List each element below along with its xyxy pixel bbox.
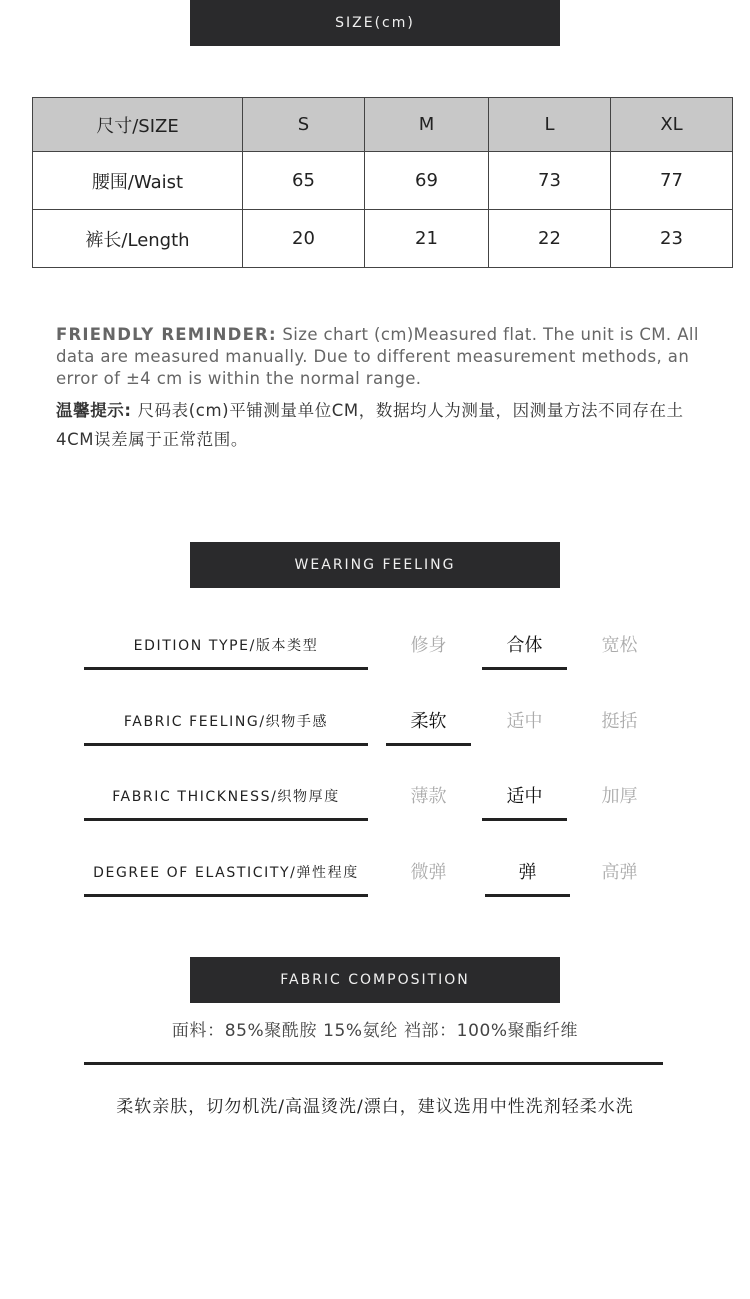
wearing-feeling-title: WEARING FEELING: [294, 557, 456, 573]
table-cell: 65: [243, 152, 365, 210]
table-cell: 腰围/Waist: [33, 152, 243, 210]
size-table-header: S: [243, 98, 365, 152]
table-cell: 20: [243, 210, 365, 268]
feeling-row-edition-type: [0, 627, 750, 687]
fabric-composition-banner: [190, 957, 560, 1003]
table-cell: 73: [489, 152, 611, 210]
size-table-header: XL: [611, 98, 733, 152]
size-banner: [190, 0, 560, 46]
feeling-row-fabric-feeling: [0, 703, 750, 763]
table-cell: 22: [489, 210, 611, 268]
size-table-header: 尺寸/SIZE: [33, 98, 243, 152]
feeling-option-selected: 柔软: [386, 703, 471, 746]
table-cell: 69: [365, 152, 489, 210]
wearing-feeling-banner: [190, 542, 560, 588]
feeling-label: FABRIC THICKNESS/织物厚度: [84, 778, 368, 821]
reminder-english-label: FRIENDLY REMINDER:: [56, 325, 277, 344]
feeling-row-fabric-thickness: [0, 778, 750, 838]
feeling-option-selected: 合体: [482, 627, 567, 670]
table-cell: 77: [611, 152, 733, 210]
fabric-composition-title: FABRIC COMPOSITION: [280, 972, 470, 988]
size-banner-title: SIZE(cm): [335, 15, 415, 31]
size-table: [32, 97, 733, 268]
table-cell: 裤长/Length: [33, 210, 243, 268]
feeling-option-selected: 适中: [482, 778, 567, 821]
feeling-option: 薄款: [410, 786, 447, 807]
feeling-option: 挺括: [601, 711, 638, 732]
table-row: [33, 152, 733, 210]
feeling-label: FABRIC FEELING/织物手感: [84, 703, 368, 746]
feeling-option: 宽松: [601, 635, 638, 656]
size-table-header: M: [365, 98, 489, 152]
feeling-row-elasticity: [0, 854, 750, 914]
feeling-label: DEGREE OF ELASTICITY/弹性程度: [84, 854, 368, 897]
table-cell: 21: [365, 210, 489, 268]
reminder-english-text: Size chart (cm)Measured flat. The unit is CM. All data are measured manually. Due to different measurement methods, an error of ±4 cm is within the normal range.: [56, 325, 699, 388]
feeling-option: 修身: [410, 635, 447, 656]
feeling-option-selected: 弹: [485, 854, 570, 897]
divider: [84, 1062, 663, 1065]
size-table-header-row: [33, 98, 733, 152]
size-table-header: L: [489, 98, 611, 152]
reminder-chinese: [56, 396, 716, 454]
table-row: [33, 210, 733, 268]
feeling-option: 高弹: [601, 862, 638, 883]
fabric-composition-text: 面料：85%聚酰胺 15%氨纶 裆部：100%聚酯纤维: [171, 1021, 579, 1041]
reminder-chinese-label: 温馨提示:: [56, 401, 132, 420]
care-instructions: 柔软亲肤，切勿机洗/高温烫洗/漂白，建议选用中性洗剂轻柔水洗: [116, 1097, 634, 1117]
feeling-label: EDITION TYPE/版本类型: [84, 627, 368, 670]
table-cell: 23: [611, 210, 733, 268]
feeling-option: 微弹: [410, 862, 447, 883]
reminder-chinese-text: 尺码表(cm)平铺测量单位CM，数据均人为测量，因测量方法不同存在土4CM误差属于正常范围。: [56, 401, 684, 449]
feeling-option: 适中: [506, 711, 543, 732]
feeling-option: 加厚: [601, 786, 638, 807]
reminder-english: [56, 324, 706, 390]
